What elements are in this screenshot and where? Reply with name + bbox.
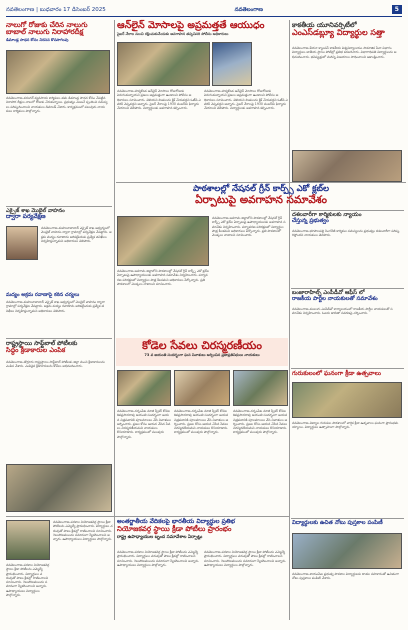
article-1-subhead: డిమాండ్ల సాధన కోసం నిరసన కొనసాగింపు [6,36,69,42]
article-4-headline-2: ఏర్పాటుపై అవగాహన సమావేశం [195,193,327,206]
article-2-photo-1 [117,42,210,86]
article-6-headline-2: సిద్ధం క్రీడాకారుల ఎంపిక [6,346,66,355]
article-3 [292,22,404,37]
section-rule [291,288,404,289]
article-10-headline: గురుకులంలో ఘనంగా క్రీడా ఉత్సవాలు [292,370,381,377]
article-8-headline: దశలవారీగా కార్మికులకు న్యాయం [292,212,362,218]
article-9-headline-2: రాజకీయ పార్టీల నాయకులతో సమావేశం [292,295,378,302]
article-1-body: నవతెలంగాణ-వరంగల్ వ్యవసాయ కార్మికులు తమ డిమాండ్ల సాధన కోసం చేపట్టిన నిరాహార దీక్షలు నాలుగో రోజుకు చేరుకున్నాయి. ప్రభుత్వం వెంటనే స్పందించి సమస్యలు పరిష్కరించాలని నాయకులు డిమాండ్ చేశారు. కార్యక్రమంలో పలువురు నాయకులు కార్మికులు పాల్గొన్నారు. [6,96,108,113]
article-11-photo-left [6,464,112,512]
article-9 [292,291,404,303]
article-4-photo [117,216,209,266]
article-7-body-col-2: నవతెలంగాణ-నర్సంపేట మాజీ స్పీకర్ కోడెల శివప్రసాదరావు జయంతి సందర్భంగా ఆయన చిత్రపటానికి పూలమాలలు వేసి నివాళులు అర్పించారు. ప్రజల కోసం ఆయన చేసిన సేవలు చిరస్మరణీయమని నాయకులు కొనియాడారు. కార్యక్రమంలో పలువురు పాల్గొన్నారు. [174,409,229,435]
article-4-body-col-2: నవతెలంగాణ-జనగామ జిల్లాలోని పాఠశాలల్లో నేషనల్ గ్రీన్ కార్ప్స్ ఎకో క్లబ్‌ల ఏర్పాటుపై ఉపాధ్యాయులకు అవగాహన సమావేశం నిర్వహించారు. పర్యావరణ పరిరక్షణలో విద్యార్థుల పాత్ర కీలకమని అధికారులు పేర్కొన్నారు. ప్రతి పాఠశాలలో మొక్కలు నాటాలని సూచించారు. [212,216,286,238]
article-5-body-2: నవతెలంగాణ-మహబూబాబాద్ ఎక్సైజ్ శాఖ ఆధ్వర్యంలో మొబైల్ వాహనం ద్వారా గ్రామాల్లో పర్యవేక్షణ చేపట్టారు. అక్రమ మద్యం రవాణాను అరికట్టేందుకు ప్రత్యేక తనిఖీలు నిర్వహిస్తున్నామని అధికారులు తెలిపారు. [6,300,105,313]
article-11-body-col-1: నవతెలంగాణ-పరకాల నియోజకవర్గ స్థాయి క్రీడా పోటీలను ఎమ్మెల్యే ప్రారంభించారు. విద్యార్థులు చదువుతో పాటు క్రీడల్లో రాణించాలని సూచించారు. గెలుపోటములను సమానంగా స్వీకరించాలని అన్నారు. ఉపాధ్యాయులు విద్యార్థులు పాల్గొన్నారు. [53,520,113,542]
article-7-subhead: 73 వ జయంతి సందర్భంగా ఘన నివాళులు అర్పించిన ప్రజాప్రతినిధులు నాయకులు [144,352,260,357]
article-11-headline-2: నియోజకవర్గ స్థాయి క్రీడా పోటీలు ప్రారంభం [117,525,232,534]
article-4 [117,185,405,206]
article-12-body: నవతెలంగాణ-శాయంపేట ప్రభుత్వ పాఠశాల విద్యార్థులకు దాతల సహకారంతో ఉచితంగా నోటు పుస్తకాలు పంపిణీ చేశారు. [292,572,399,581]
masthead-date: నవతెలంగాణ | బుధవారం 17 డిసెంబర్ 2025 [6,6,106,13]
section-rule [6,206,112,207]
article-7-photo-3 [233,370,288,406]
article-5-body: నవతెలంగాణ-మహబూబాబాద్ ఎక్సైజ్ శాఖ ఆధ్వర్యంలో మొబైల్ వాహనం ద్వారా గ్రామాల్లో పర్యవేక్షణ చేపట్టారు. అక్రమ మద్యం రవాణాను అరికట్టేందుకు ప్రత్యేక తనిఖీలు నిర్వహిస్తున్నామని అధికారులు తెలిపారు. [41,226,112,243]
article-4-body-col-1: నవతెలంగాణ-జనగామ జిల్లాలోని పాఠశాలల్లో నేషనల్ గ్రీన్ కార్ప్స్ ఎకో క్లబ్‌ల ఏర్పాటుపై ఉపాధ్యాయులకు అవగాహన సమావేశం నిర్వహించారు. పర్యావరణ పరిరక్షణలో విద్యార్థుల పాత్ర కీలకమని అధికారులు పేర్కొన్నారు. ప్రతి పాఠశాలలో మొక్కలు నాటాలని సూచించారు. [117,269,209,286]
article-6 [6,341,112,354]
article-7-photo-1 [117,370,171,406]
article-11-header [117,519,289,540]
section-rule [116,182,406,183]
section-rule [6,516,289,517]
column-rule [289,20,290,620]
article-1-headline-2: బాబాల్ నాలుగు నిరాహారదీక్ష [6,28,84,37]
article-5-photo [6,226,38,260]
article-7-body-col-1: నవతెలంగాణ-నర్సంపేట మాజీ స్పీకర్ కోడెల శివప్రసాదరావు జయంతి సందర్భంగా ఆయన చిత్రపటానికి పూలమాలలు వేసి నివాళులు అర్పించారు. ప్రజల కోసం ఆయన చేసిన సేవలు చిరస్మరణీయమని నాయకులు కొనియాడారు. కార్యక్రమంలో పలువురు పాల్గొన్నారు. [117,409,171,439]
article-11-body-col-2: నవతెలంగాణ-పరకాల నియోజకవర్గ స్థాయి క్రీడా పోటీలను ఎమ్మెల్యే ప్రారంభించారు. విద్యార్థులు చదువుతో పాటు క్రీడల్లో రాణించాలని సూచించారు. గెలుపోటములను సమానంగా స్వీకరించాలని అన్నారు. ఉపాధ్యాయులు విద్యార్థులు పాల్గొన్నారు. [117,550,200,567]
article-8-headline-2: చేస్తున్న ప్రభుత్వం [292,217,329,224]
article-2-body-col-1: నవతెలంగాణ-హన్మకొండ ఆన్‌లైన్ మోసాలు రోజురోజుకు పెరుగుతున్నాయని ప్రజలు అప్రమత్తంగా ఉండాలని పోలీసు అధికారులు సూచించారు. తెలియని లింకులను క్లిక్ చేయవద్దని ఓటీపీ ఎవరికీ చెప్పవద్దని అన్నారు. సైబర్ నేరాలపై 1930 నంబర్‌కు ఫిర్యాదు చేయాలని తెలిపారు. విద్యార్థులకు అవగాహన కల్పించారు. [117,89,201,111]
article-9-body: నవతెలంగాణ-ములుగు ఎంపీడీవో కార్యాలయంలో రాజకీయ పార్టీల నాయకులతో సమావేశం నిర్వహించారు. ఓటరు జాబితా సవరణపై చర్చించారు. [292,307,393,316]
section-rule [291,210,404,211]
article-11-headline: అంతర్జాతీయ వేదికలపై భారతీయ విద్యార్థుల ప్రతిభ [117,518,236,525]
article-11-photo [6,520,50,560]
article-6-body: నవతెలంగాణ-తొర్రూరు రాష్ట్రస్థాయి సాఫ్ట్‌బాల్ పోటీలకు జిల్లా నుంచి క్రీడాకారులను ఎంపిక చేశారు. ఎంపికైన క్రీడాకారులను కోచ్‌లు అభినందించారు. [6,360,105,369]
article-6-headline: రాష్ట్రస్థాయి సాఫ్ట్‌బాల్ పోటీలకు [6,340,78,347]
article-4-headline: పాఠశాలల్లో నేషనల్ గ్రీన్ కార్ప్స్ ఎకో క్లబ్‌ల [193,184,329,194]
article-11 [6,464,112,512]
section-rule [291,368,404,369]
column-rule [114,20,115,620]
article-7 [117,340,287,357]
article-3-body: నవతెలంగాణ-కేయూ క్యాంపస్ కాకతీయ విశ్వవిద్యాలయం సామాజిక సేవా విభాగం విద్యార్థులు జాతీయ స్థాయి పోటీల్లో ప్రతిభ కనబరిచారు. విభాగాధిపతి విద్యార్థులను అభినందించారు. భవిష్యత్తులో మరిన్ని విజయాలు సాధించాలని ఆకాంక్షించారు. [292,46,397,59]
article-12-photo [292,533,402,569]
article-1-photo [6,50,110,94]
article-11-body-col-4: నవతెలంగాణ-పరకాల నియోజకవర్గ స్థాయి క్రీడా పోటీలను ఎమ్మెల్యే ప్రారంభించారు. విద్యార్థులు చదువుతో పాటు క్రీడల్లో రాణించాలని సూచించారు. గెలుపోటములను సమానంగా స్వీకరించాలని అన్నారు. ఉపాధ్యాయులు విద్యార్థులు పాల్గొన్నారు. [6,563,50,598]
article-1-headline: నాలుగో రోజుకు చేరిన నాలుగు [6,21,88,29]
section-rule [6,338,112,339]
page-number: 5 [392,5,402,14]
article-2-photo-2 [212,42,252,86]
article-12 [292,521,404,527]
section-rule [291,518,404,519]
article-8 [292,213,404,225]
article-5-subhead: మద్యం అక్రమ రవాణాపై కఠిన చర్యలు [6,292,80,298]
article-3-photo [292,150,402,182]
article-10-body: నవతెలంగాణ-చిట్యాల గురుకుల పాఠశాలలో వార్షిక క్రీడా ఉత్సవాలు ఘనంగా ప్రారంభమయ్యాయి. విద్యార్థులు ఉత్సాహంగా పాల్గొన్నారు. [292,421,399,430]
article-8-body: నవతెలంగాణ-భూపాలపల్లి సింగరేణి కార్మికుల సమస్యలను ప్రభుత్వం దశలవారీగా పరిష్కరిస్తోందని నాయకులు తెలిపారు. [292,229,400,238]
article-7-body-col-3: నవతెలంగాణ-నర్సంపేట మాజీ స్పీకర్ కోడెల శివప్రసాదరావు జయంతి సందర్భంగా ఆయన చిత్రపటానికి పూలమాలలు వేసి నివాళులు అర్పించారు. ప్రజల కోసం ఆయన చేసిన సేవలు చిరస్మరణీయమని నాయకులు కొనియాడారు. కార్యక్రమంలో పలువురు పాల్గొన్నారు. [233,409,288,435]
article-2 [117,21,287,36]
article-3-headline-2: ఎంఎస్‌డబ్ల్యూ విద్యార్థుల సత్తా [292,27,385,37]
article-5-headline-2: ద్వారా పర్యవేక్షణ [6,213,46,221]
article-5 [6,209,112,221]
article-10-photo [292,382,402,418]
article-11-body-col-3: నవతెలంగాణ-పరకాల నియోజకవర్గ స్థాయి క్రీడా పోటీలను ఎమ్మెల్యే ప్రారంభించారు. విద్యార్థులు చదువుతో పాటు క్రీడల్లో రాణించాలని సూచించారు. గెలుపోటములను సమానంగా స్వీకరించాలని అన్నారు. ఉపాధ్యాయులు విద్యార్థులు పాల్గొన్నారు. [204,550,287,567]
masthead-title: నవతెలంగాణ [234,6,263,13]
article-12-headline: విద్యార్థులకు ఉచిత నోటు పుస్తకాల పంపిణీ [292,520,383,526]
article-1 [6,22,112,42]
article-9-headline: బంజారాహిల్స్ ఎంపీడీవో ఆఫీస్ లో [292,290,365,296]
article-3-headline: కాకతీయ యూనివర్సిటీలో [292,21,357,29]
article-10 [292,371,404,377]
article-7-headline: కోడెల సేవలు చిరస్మరణీయం [142,339,262,352]
article-7-photo-2 [174,370,230,406]
article-2-headline: ఆన్‌లైన్ మోసాలపై అప్రమత్తతే ఆయుధం [117,20,265,31]
article-11-subhead: రాష్ట్ర ఉపాధ్యాయుల బృంద సమావేశాల ఏర్పాట్లు [117,534,203,540]
article-5-headline: ఎక్సైజ్ శాఖ మొబైల్ వాహనం [6,208,65,214]
article-2-subhead: సైబర్ నేరాల నుంచి రక్షించుకునేందుకు అవగాహన తప్పనిసరి పోలీసు అధికారులు [117,31,229,36]
masthead [6,3,402,17]
article-2-body-col-2: నవతెలంగాణ-హన్మకొండ ఆన్‌లైన్ మోసాలు రోజురోజుకు పెరుగుతున్నాయని ప్రజలు అప్రమత్తంగా ఉండాలని పోలీసు అధికారులు సూచించారు. తెలియని లింకులను క్లిక్ చేయవద్దని ఓటీపీ ఎవరికీ చెప్పవద్దని అన్నారు. సైబర్ నేరాలపై 1930 నంబర్‌కు ఫిర్యాదు చేయాలని తెలిపారు. విద్యార్థులకు అవగాహన కల్పించారు. [204,89,288,111]
